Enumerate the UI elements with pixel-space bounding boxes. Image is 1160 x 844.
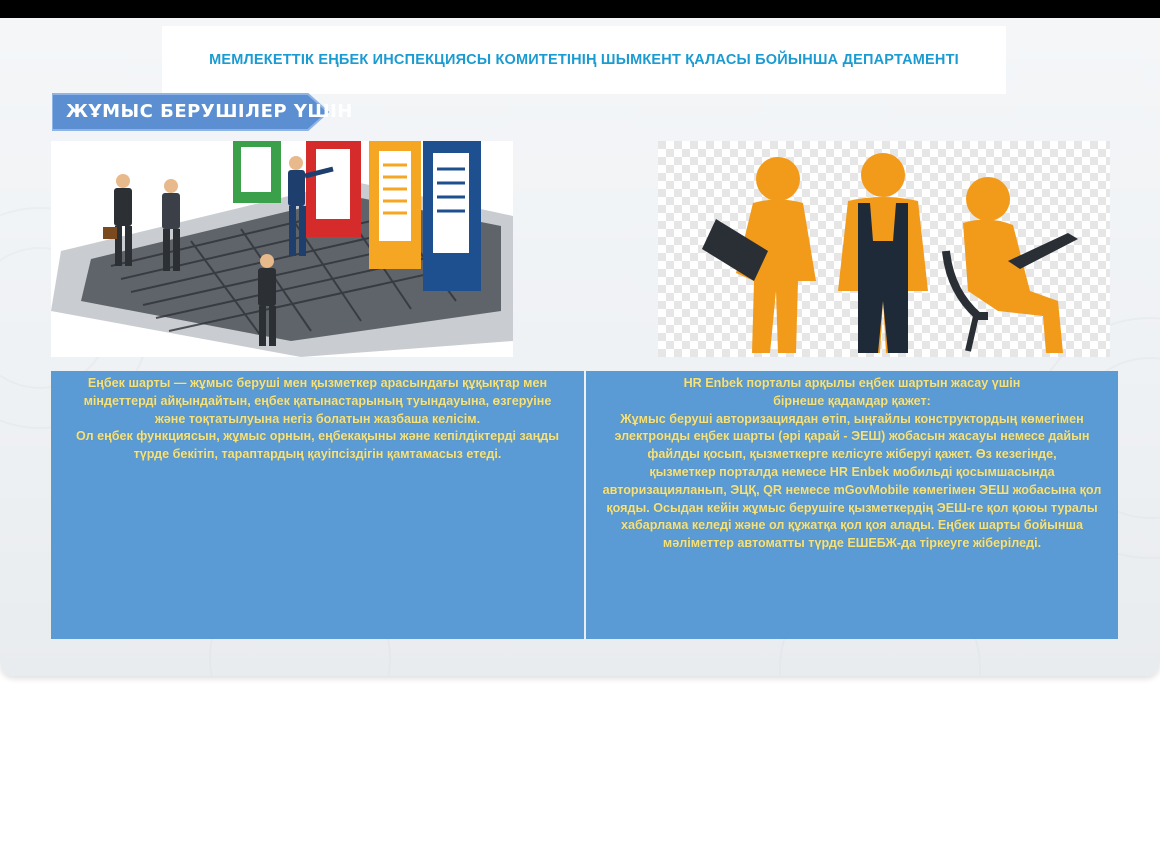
panel-right-line: авторизацияланып, ЭЦҚ, QR немесе mGovMobile көмегімен ЭЕШ жобасына қол [602, 482, 1102, 497]
top-black-bar [0, 0, 1160, 18]
title-box [162, 26, 1006, 94]
info-panel-left [51, 371, 584, 639]
slide [0, 18, 1160, 676]
panel-right-line: HR Enbek порталы арқылы еңбек шартын жасау үшін [683, 376, 1021, 390]
panel-left-line: және тоқтатылуына негіз болатын жазбаша келісім. [154, 411, 481, 426]
panel-right-line: бірнеше қадамдар қажет: [773, 393, 931, 408]
info-panel-right [586, 371, 1118, 639]
panel-right-line: қызметкер порталда немесе HR Enbek мобильді қосымшасында [649, 464, 1055, 479]
panel-right-line: Жұмыс беруші авторизациядан өтіп, ыңғайлы конструктордың көмегімен [620, 411, 1084, 426]
panel-right-line: мәліметтер автоматты түрде ЕШЕБЖ-да тіркеуге жіберіледі. [662, 536, 1042, 551]
panel-left-line: Ол еңбек функциясын, жұмыс орнын, еңбекақыны және кепілдіктерді заңды [75, 429, 559, 444]
illustration-orange-workers [658, 141, 1110, 357]
panel-left-line: міндеттерді айқындайтын, еңбек қатынастарының туындауына, өзгеруіне [83, 393, 552, 408]
panel-left-line: түрде бекітіп, тараптардың қауіпсіздігін қамтамасыз етеді. [133, 447, 502, 462]
banner-label: ЖҰМЫС БЕРУШІЛЕР ҮШІН [66, 101, 353, 122]
section-banner [52, 92, 353, 132]
panel-right-line: қояды. Осыдан кейін жұмыс берушіге қызметкердің ЭЕШ-ге қол қоюы туралы [606, 500, 1098, 515]
illustration-books-laptop [51, 141, 513, 357]
panel-right-line: файлды қосып, қызметкерге келісуге жіберуі қажет. Өз кезегінде, [647, 447, 1057, 462]
page-title: МЕМЛЕКЕТТІК ЕҢБЕК ИНСПЕКЦИЯСЫ КОМИТЕТІНІҢ ШЫМКЕНТ ҚАЛАСЫ БОЙЫНША ДЕПАРТАМЕНТІ [209, 52, 959, 68]
panel-left-line: Еңбек шарты — жұмыс беруші мен қызметкер арасындағы құқықтар мен [87, 376, 548, 390]
panel-right-line: хабарлама келеді және ол құжатқа қол қоя алады. Еңбек шарты бойынша [621, 518, 1083, 533]
panel-right-line: электронды еңбек шарты (әрі қарай - ЭЕШ) жобасын жасауы немесе дайын [614, 429, 1090, 444]
